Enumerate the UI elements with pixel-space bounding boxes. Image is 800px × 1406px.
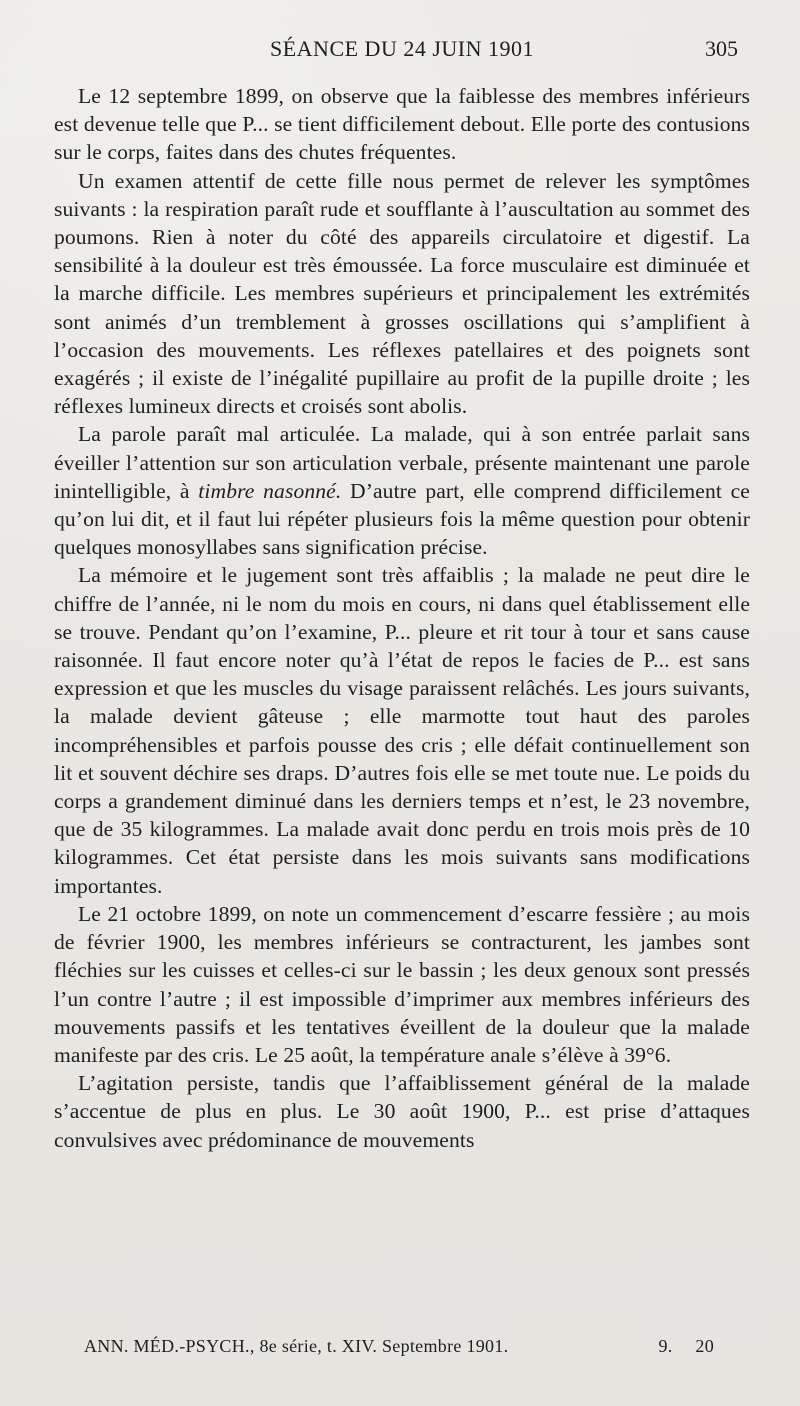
paragraph-5: Le 21 octobre 1899, on note un commencement d’escarre fessière ; au mois de février 1900, les membres inférieurs se contracturent, les jambes sont fléchies sur les cuisses et celles-ci sur le bassin ; les deux genoux sont pressés l’un contre l’autre ; il est impossible d’imprimer aux membres inférieurs des mouvements passifs et les tentatives éveillent de la douleur que la malade manifeste par des cris. Le 25 août, la température anale s’élève à 39°6. [54, 901, 750, 1067]
paragraph-1: Le 12 septembre 1899, on observe que la faiblesse des membres inférieurs est devenue telle que P... se tient difficilement debout. Elle porte des contusions sur le corps, faites dans des chutes fréquentes. [54, 84, 750, 165]
page-footer [62, 1336, 714, 1366]
running-head-title: SÉANCE DU 24 JUIN 1901 [270, 36, 534, 61]
page-number: 305 [705, 36, 738, 61]
paragraph-3 [54, 420, 750, 561]
footer-details: 8e série, t. XIV. Septembre 1901. [259, 1336, 509, 1356]
paragraph-2: Un examen attentif de cette fille nous permet de relever les symptômes suivants : la respiration paraît rude et soufflante à l’auscultation au sommet des poumons. Rien à noter du côté des appareils circulatoire et digestif. La sensibilité à la douleur est très émoussée. La force musculaire est diminuée et la marche difficile. Les membres supérieurs et principalement les extrémités sont animés d’un tremblement à grosses oscillations qui s’amplifient à l’occasion des mouvements. Les réflexes patellaires et des poignets sont exagérés ; il existe de l’inégalité pupillaire au profit de la pupille droite ; les réflexes lumineux directs et croisés sont abolis. [54, 168, 750, 419]
footer-journal: ANN. MÉD.-PSYCH., [84, 1336, 255, 1356]
paragraph-6: L’agitation persiste, tandis que l’affaiblissement général de la malade s’accentue de plus en plus. Le 30 août 1900, P... est prise d’attaques convulsives avec prédominance de mouvements [54, 1071, 750, 1152]
paragraph-4: La mémoire et le jugement sont très affaiblis ; la malade ne peut dire le chiffre de l’année, ni le nom du mois en cours, ni dans quel établissement elle se trouve. Pendant qu’on l’examine, P... pleure et rit tour à tour et sans cause raisonnée. Il faut encore noter qu’à l’état de repos le facies de P... est sans expression et que les muscles du visage paraissent relâchés. Les jours suivants, la malade devient gâteuse ; elle marmotte tout haut des paroles incompréhensibles et parfois pousse des cris ; elle défait continuellement son lit et souvent déchire ses draps. D’autres fois elle se met toute nue. Le poids du corps a grandement diminué dans les derniers temps et n’est, le 23 novembre, que de 35 kilogrammes. La malade avait donc perdu en trois mois près de 10 kilogrammes. Cet état persiste dans les mois suivants sans modifications importantes. [54, 563, 750, 898]
footer-signature: 9. 20 [658, 1336, 714, 1356]
running-head [54, 34, 750, 74]
paragraph-3-italic: timbre nasonné. [198, 478, 342, 503]
paragraph-3-after: D’autre part, elle comprend difficilement ce qu’on lui dit, et il faut lui répéter plusieurs fois la même question pour obtenir quelques monosyllabes sans signification précise. [54, 478, 750, 560]
body-text [54, 82, 750, 1154]
footer-citation [84, 1336, 508, 1357]
paragraph-3-before: La parole paraît mal articulée. La malade, qui à son entrée parlait sans éveiller l’attention sur son articulation verbale, présente maintenant une parole inintelligible, à [54, 422, 750, 503]
